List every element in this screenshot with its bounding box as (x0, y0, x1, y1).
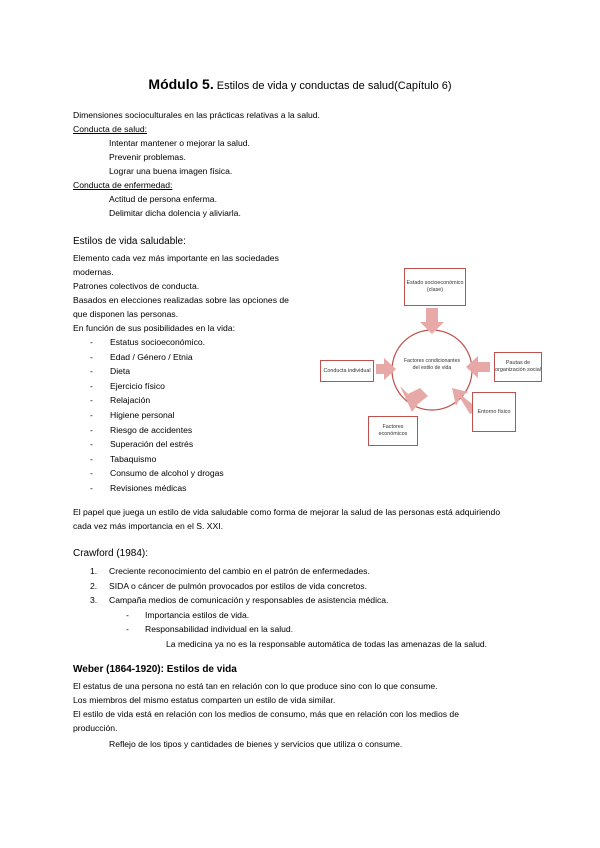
title-module: Módulo 5. (148, 76, 214, 92)
papel-line: El papel que juega un estilo de vida saludable como forma de mejorar la salud de las personas está adquiriendo (73, 507, 501, 517)
list-item: - Ejercicio físico (90, 380, 165, 391)
intro-line: Dimensiones socioculturales en las prácticas relativas a la salud. (73, 110, 320, 120)
crawford-item: Creciente reconocimiento del cambio en el patrón de enfermedades. (109, 566, 370, 576)
crawford-item-number: 1. (90, 566, 98, 576)
conducta-salud-heading: Conducta de salud: (73, 124, 148, 134)
weber-heading: Weber (1864-1920): Estilos de vida (73, 664, 237, 675)
box-estado-socioeconomico: Estado socioeconómico (clase) (404, 268, 466, 306)
weber-line: Los miembros del mismo estatus comparten un estilo de vida similar. (73, 695, 336, 705)
arrow-top (420, 308, 444, 334)
list-item: - Higiene personal (90, 410, 175, 420)
crawford-sub-dash: - (126, 624, 129, 634)
crawford-item-number: 2. (90, 580, 98, 591)
list-item: - Estatus socioeconómico. (90, 337, 206, 347)
crawford-sub-item: Responsabilidad individual en la salud. (145, 624, 294, 634)
conducta-enfermedad-item: Actitud de persona enferma. (109, 194, 217, 204)
estilos-heading: Estilos de vida saludable: (73, 236, 186, 247)
list-item: - Superación del estrés (90, 439, 194, 450)
estilos-line: En función de sus posibilidades en la vida: (73, 323, 235, 333)
page-title (0, 76, 600, 92)
estilos-line: Basados en elecciones realizadas sobre las opciones de (73, 295, 289, 305)
crawford-sub-dash: - (126, 609, 129, 620)
list-item: - Relajación (90, 395, 151, 406)
crawford-sub-item: Importancia estilos de vida. (145, 609, 250, 620)
crawford-item: Campaña medios de comunicación y responsables de asistencia médica. (109, 595, 389, 605)
weber-line: producción. (73, 723, 118, 733)
list-item: - Edad / Género / Etnia (90, 351, 193, 362)
conducta-salud-item: Prevenir problemas. (109, 152, 186, 162)
conducta-salud-item: Lograr una buena imagen física. (109, 166, 233, 176)
crawford-sub-note: La medicina ya no es la responsable automática de todas las amenazas de la salud. (166, 638, 488, 649)
weber-indent: Reflejo de los tipos y cantidades de bienes y servicios que utiliza o consume. (109, 739, 403, 749)
list-item: - Revisiones médicas (90, 483, 187, 493)
conducta-enfermedad-heading: Conducta de enfermedad: (73, 180, 173, 190)
papel-line: cada vez más importancia en el S. XXI. (73, 521, 223, 531)
crawford-heading: Crawford (1984): (73, 548, 149, 559)
list-item: - Dieta (90, 366, 131, 377)
weber-line: El estilo de vida está en relación con los medios de consumo, más que en relación con los medios de (73, 709, 459, 719)
estilos-bullet-list (0, 335, 320, 500)
list-item: - Tabaquismo (90, 453, 157, 464)
crawford-item-number: 3. (90, 595, 98, 605)
crawford-item: SIDA o cáncer de pulmón provocados por estilos de vida concretos. (109, 580, 367, 591)
conducta-enfermedad-item: Delimitar dicha dolencia y aliviarla. (109, 208, 241, 218)
estilos-line: Elemento cada vez más importante en las sociedades (73, 253, 279, 263)
lifestyle-factors-diagram (320, 264, 550, 454)
list-item: - Riesgo de accidentes (90, 424, 193, 435)
box-entorno-fisico: Entorno físico (472, 392, 516, 432)
estilos-line: que disponen las personas. (73, 309, 179, 319)
box-conducta-individual: Conducta individual (320, 360, 374, 382)
center-label: Factores condicionantes del estilo de vida (403, 358, 461, 371)
box-pautas-organizacion: Pautas de organización social (494, 352, 542, 382)
estilos-line: modernas. (73, 267, 114, 277)
title-subject: Estilos de vida y conductas de salud(Capítulo 6) (213, 80, 452, 92)
estilos-line: Patrones colectivos de conducta. (73, 281, 200, 291)
weber-line: El estatus de una persona no está tan en relación con lo que produce sino con lo que consume. (73, 681, 438, 691)
conducta-salud-item: Intentar mantener o mejorar la salud. (109, 138, 250, 148)
list-item: - Consumo de alcohol y drogas (90, 468, 224, 479)
box-factores-economicos: Factores económicos (368, 416, 418, 446)
